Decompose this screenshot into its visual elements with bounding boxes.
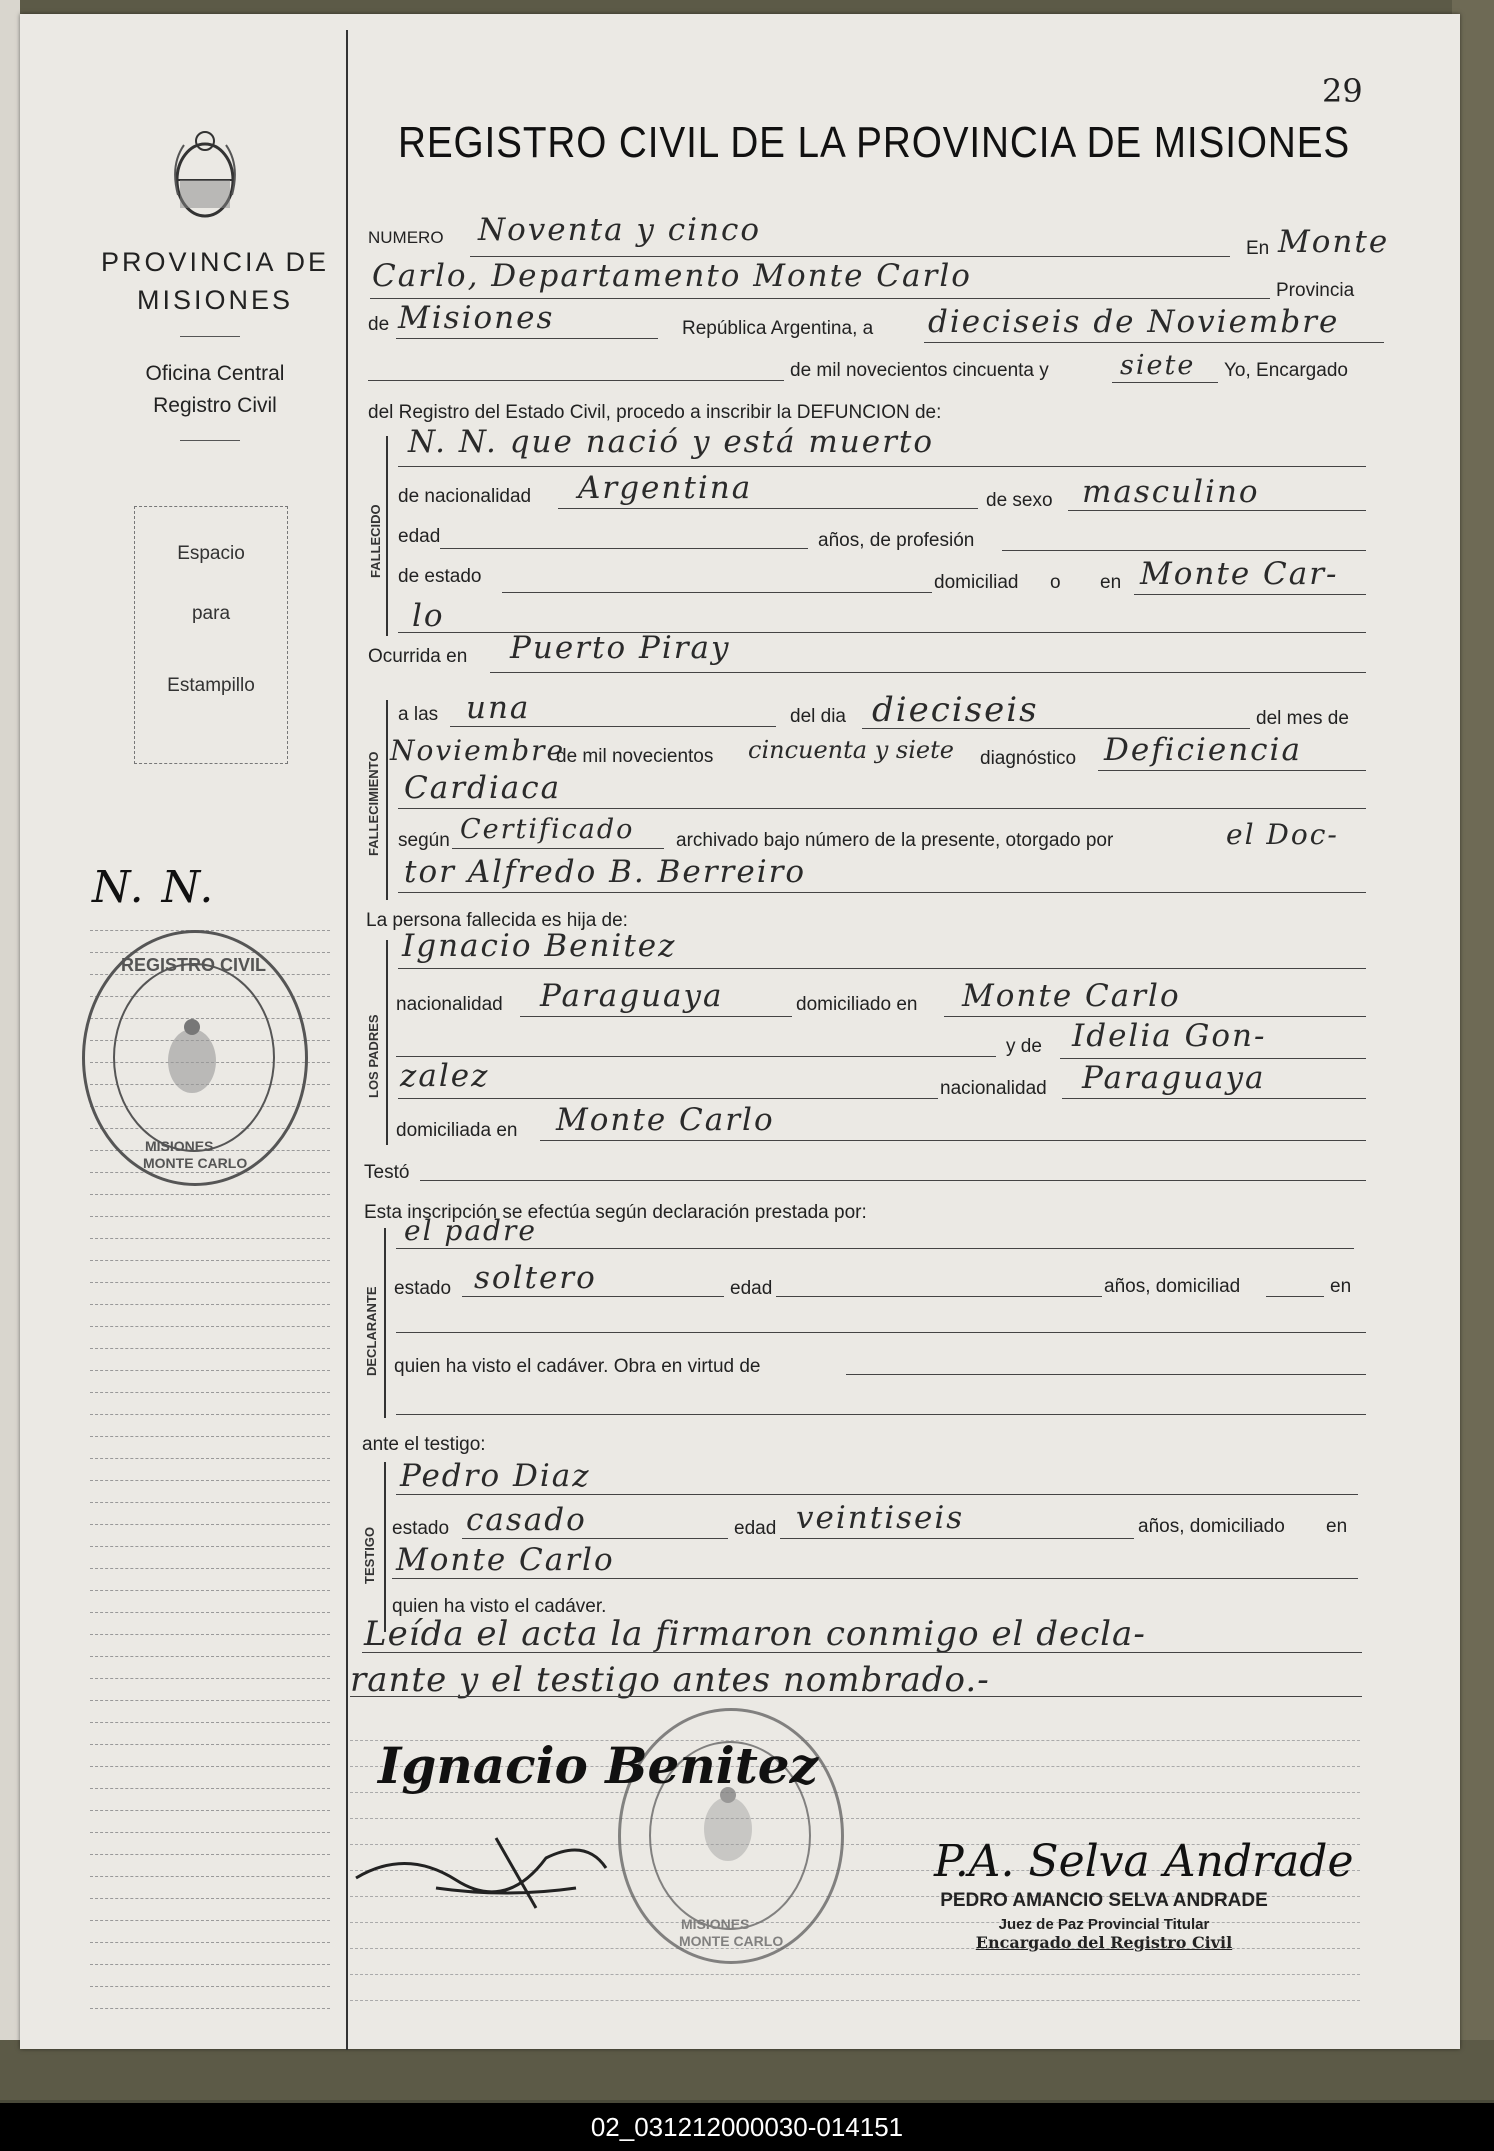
field-line (862, 728, 1250, 730)
ruled-line (90, 1524, 330, 1526)
nacionalidad-label: de nacionalidad (398, 486, 532, 507)
ruled-line (90, 1766, 330, 1768)
field-line (780, 1538, 1134, 1540)
domicilio-value-2: lo (412, 598, 445, 634)
field-line (392, 1578, 1358, 1580)
official-title-1: Juez de Paz Provincial Titular (998, 1916, 1210, 1933)
ruled-line (90, 1480, 330, 1482)
official-title-2: Encargado del Registro Civil (975, 1933, 1233, 1952)
section-label-declarante: DECLARANTE (364, 1286, 379, 1376)
testigo-name: Pedro Diaz (400, 1458, 591, 1494)
ruled-line (90, 1590, 330, 1592)
ruled-line (90, 1700, 330, 1702)
seal-emblem-icon (157, 1013, 227, 1103)
mes-label: del mes de (1256, 708, 1349, 729)
closing-line-1: Leída el acta la firmaron conmigo el decla- (364, 1614, 1146, 1654)
madre-nacionalidad-label: nacionalidad (940, 1078, 1047, 1099)
declarante-estado-value: soltero (474, 1260, 597, 1296)
ruled-line (90, 1348, 330, 1350)
archivado-text: archivado bajo número de la presente, otorgado por (676, 830, 1114, 851)
ruled-line (90, 1788, 330, 1790)
testigo-anios-label: años, domiciliado (1138, 1516, 1285, 1537)
section-bar (386, 436, 388, 636)
seal-text-place: MONTE CARLO (143, 1155, 248, 1171)
field-line (776, 1296, 1102, 1298)
ocurrida-value: Puerto Piray (510, 630, 731, 666)
declarante-anios-label: años, domiciliad (1104, 1276, 1241, 1297)
madre-domiciliada-label: domiciliada en (396, 1120, 518, 1141)
declarante-en-label: en (1330, 1276, 1352, 1297)
y-de-label: y de (1006, 1036, 1042, 1057)
field-line (1068, 510, 1366, 512)
section-label-testigo: TESTIGO (362, 1526, 377, 1584)
year-value: siete (1120, 350, 1196, 381)
ruled-line (90, 1436, 330, 1438)
testigo-cadaver-text: quien ha visto el cadáver. (392, 1596, 607, 1617)
field-line (452, 848, 664, 850)
ruled-line (90, 1964, 330, 1966)
field-line (350, 1696, 1362, 1698)
nacionalidad-value: Argentina (578, 470, 753, 506)
section-label-padres: LOS PADRES (366, 1014, 381, 1098)
madre-nacionalidad-value: Paraguaya (1082, 1060, 1266, 1096)
ocurrida-label: Ocurrida en (368, 646, 468, 667)
province-title (80, 243, 350, 319)
ruled-line (90, 1502, 330, 1504)
seal-text-bottom: MISIONES (681, 1916, 750, 1932)
nn-marginal-note: N. N. (92, 862, 216, 913)
field-line (1002, 550, 1366, 552)
field-line (396, 1414, 1366, 1416)
ruled-line (90, 1722, 330, 1724)
field-line (420, 1180, 1366, 1182)
field-line (1266, 1296, 1324, 1298)
testigo-domicilio-value: Monte Carlo (396, 1542, 615, 1578)
diagnostico-label: diagnóstico (980, 748, 1077, 769)
place-value-1: Monte (1278, 224, 1390, 260)
ruled-line (90, 1370, 330, 1372)
testigo-edad-label: edad (734, 1518, 777, 1539)
ruled-line (90, 1326, 330, 1328)
ruled-line (90, 1634, 330, 1636)
encargado-text: Yo, Encargado (1224, 360, 1348, 381)
declarante-cadaver-text: quien ha visto el cadáver. Obra en virtud de (394, 1356, 761, 1377)
ruled-line (90, 1678, 330, 1680)
civil-registry-seal (82, 930, 308, 1186)
field-line (396, 1248, 1354, 1250)
diagnostico-value-1: Deficiencia (1104, 732, 1302, 768)
declarante-value: el padre (404, 1214, 537, 1247)
ruled-line (90, 1458, 330, 1460)
section-bar (384, 1228, 386, 1418)
testigo-estado-label: estado (392, 1518, 450, 1539)
anio-value: cincuenta y siete (748, 736, 954, 764)
divider (180, 440, 240, 441)
hora-label: a las (398, 704, 439, 725)
ruled-line (90, 1898, 330, 1900)
field-line (1134, 594, 1366, 596)
section-bar (386, 700, 388, 900)
anio-label: de mil novecientos (556, 746, 714, 767)
declarante-edad-label: edad (730, 1278, 773, 1299)
date-value: dieciseis de Noviembre (928, 304, 1340, 340)
province-line-2: MISIONES (136, 285, 294, 315)
padre-domiciliado-label: domiciliado en (796, 994, 918, 1015)
testigo-intro: ante el testigo: (362, 1434, 486, 1455)
ruled-line (350, 2000, 1360, 2002)
ruled-line (90, 1876, 330, 1878)
field-line (462, 1296, 724, 1298)
stamp-box-line: Espacio (177, 543, 245, 564)
ruled-line (90, 1194, 330, 1196)
previous-page-edge (0, 0, 20, 2040)
section-label-fallecido: FALLECIDO (368, 504, 383, 578)
field-line (924, 342, 1384, 344)
image-id-footer: 02_031212000030-014151 (0, 2103, 1494, 2151)
ruled-line (90, 1810, 330, 1812)
madre-name-1: Idelia Gon- (1072, 1018, 1267, 1054)
seal-text-bottom: MISIONES (145, 1138, 214, 1154)
doctor-value-2: tor Alfredo B. Berreiro (404, 854, 807, 890)
numero-value: Noventa y cinco (478, 212, 762, 248)
ruled-line (90, 1414, 330, 1416)
seal-text-top: REGISTRO CIVIL (121, 955, 267, 975)
ruled-line (90, 1238, 330, 1240)
hora-value: una (466, 690, 531, 726)
field-line (398, 1098, 938, 1100)
ruled-line (90, 1942, 330, 1944)
field-line (1112, 382, 1218, 384)
field-line (368, 380, 784, 382)
padres-intro: La persona fallecida es hija de: (366, 910, 628, 931)
testo-label: Testó (364, 1162, 410, 1183)
ruled-line (90, 1744, 330, 1746)
testigo-estado-value: casado (466, 1502, 587, 1538)
ruled-line (90, 1854, 330, 1856)
registry-text: del Registro del Estado Civil, procedo a inscribir la DEFUNCION de: (368, 402, 942, 423)
ruled-line (90, 1832, 330, 1834)
segun-label: según (398, 830, 450, 851)
provincia-label: Provincia (1276, 280, 1355, 301)
margin-divider (346, 30, 348, 2050)
official-name: PEDRO AMANCIO SELVA ANDRADE (940, 1890, 1268, 1911)
ruled-line (90, 1260, 330, 1262)
field-line (490, 672, 1366, 674)
dia-label: del dia (790, 706, 846, 727)
section-bar (384, 1462, 386, 1632)
signature-witness (346, 1818, 686, 1918)
field-line (398, 466, 1366, 468)
coat-of-arms-icon (170, 125, 240, 225)
en-label: En (1246, 238, 1270, 259)
estado-label: de estado (398, 566, 482, 587)
field-line (398, 808, 1366, 810)
field-line (398, 892, 1366, 894)
ruled-line (90, 1920, 330, 1922)
mes-value: Noviembre (390, 734, 566, 767)
ruled-line (90, 1568, 330, 1570)
field-line (362, 1652, 1362, 1654)
stamp-box-line: para (191, 603, 231, 624)
province-value: Misiones (398, 300, 555, 336)
field-line (846, 1374, 1366, 1376)
official-block (904, 1890, 1304, 1952)
diagnostico-value-2: Cardiaca (404, 770, 562, 806)
ruled-line (90, 1986, 330, 1988)
ruled-line (350, 1974, 1360, 1976)
ruled-line (90, 1216, 330, 1218)
profesion-label: años, de profesión (818, 530, 975, 551)
domiciliado-label: domiciliad (934, 572, 1019, 593)
office-line-2: Registro Civil (153, 394, 277, 417)
field-line (462, 1538, 728, 1540)
field-line (520, 1016, 792, 1018)
republic-text: República Argentina, a (682, 318, 874, 339)
declarante-intro: Esta inscripción se efectúa según declaración prestada por: (364, 1202, 867, 1223)
page-title: REGISTRO CIVIL DE LA PROVINCIA DE MISIONES (398, 118, 1351, 167)
sexo-value: masculino (1082, 474, 1260, 510)
testigo-en-label: en (1326, 1516, 1348, 1537)
ruled-line (90, 1282, 330, 1284)
ruled-line (90, 1656, 330, 1658)
page-number: 29 (1322, 72, 1363, 110)
ruled-line (90, 1304, 330, 1306)
field-line (450, 726, 776, 728)
en-label: en (1100, 572, 1122, 593)
province-line-1: PROVINCIA DE (100, 247, 330, 277)
ruled-line (90, 1392, 330, 1394)
field-line (396, 1332, 1366, 1334)
office-label (100, 358, 330, 422)
field-line (540, 1140, 1366, 1142)
padre-nacionalidad-value: Paraguaya (540, 978, 724, 1014)
domiciliado-suffix: o (1050, 572, 1061, 593)
section-label-fallecimiento: FALLECIMIENTO (366, 751, 381, 856)
divider (180, 336, 240, 337)
seal-text-place: MONTE CARLO (679, 1933, 784, 1949)
field-line (440, 548, 808, 550)
stamp-box (134, 506, 288, 764)
year-text: de mil novecientos cincuenta y (790, 360, 1049, 381)
field-line (396, 1494, 1358, 1496)
numero-label: NUMERO (368, 228, 444, 247)
edad-label: edad (398, 526, 441, 547)
madre-domicilio-value: Monte Carlo (556, 1102, 775, 1138)
field-line (398, 968, 1366, 970)
doctor-value-1: el Doc- (1226, 818, 1339, 851)
padre-nacionalidad-label: nacionalidad (396, 994, 503, 1015)
madre-name-2: zalez (400, 1058, 490, 1094)
closing-line-2: rante y el testigo antes nombrado.- (350, 1660, 990, 1700)
field-line (558, 508, 978, 510)
office-line-1: Oficina Central (145, 362, 285, 385)
field-line (1062, 1098, 1366, 1100)
padre-name: Ignacio Benitez (402, 928, 677, 964)
ruled-line (90, 1612, 330, 1614)
declarante-estado-label: estado (394, 1278, 452, 1299)
stamp-box-line: Estampillo (167, 675, 255, 696)
field-line (396, 338, 658, 340)
deceased-name: N. N. que nació y está muerto (408, 424, 935, 460)
segun-value: Certificado (460, 814, 635, 845)
field-line (1098, 770, 1366, 772)
testigo-edad-value: veintiseis (796, 1500, 965, 1536)
domicilio-value-1: Monte Car- (1140, 556, 1339, 592)
section-bar (386, 940, 388, 1145)
signature-ignacio-benitez: Ignacio Benitez (378, 1736, 819, 1795)
ruled-line (90, 2008, 330, 2010)
sexo-label: de sexo (986, 490, 1053, 511)
field-line (502, 592, 932, 594)
dia-value: dieciseis (872, 690, 1039, 730)
place-value-2: Carlo, Departamento Monte Carlo (372, 258, 972, 294)
ruled-line (90, 1546, 330, 1548)
signature-official: P.A. Selva Andrade (934, 1836, 1354, 1887)
de-label: de (368, 314, 390, 335)
padre-domicilio-value: Monte Carlo (962, 978, 1181, 1014)
